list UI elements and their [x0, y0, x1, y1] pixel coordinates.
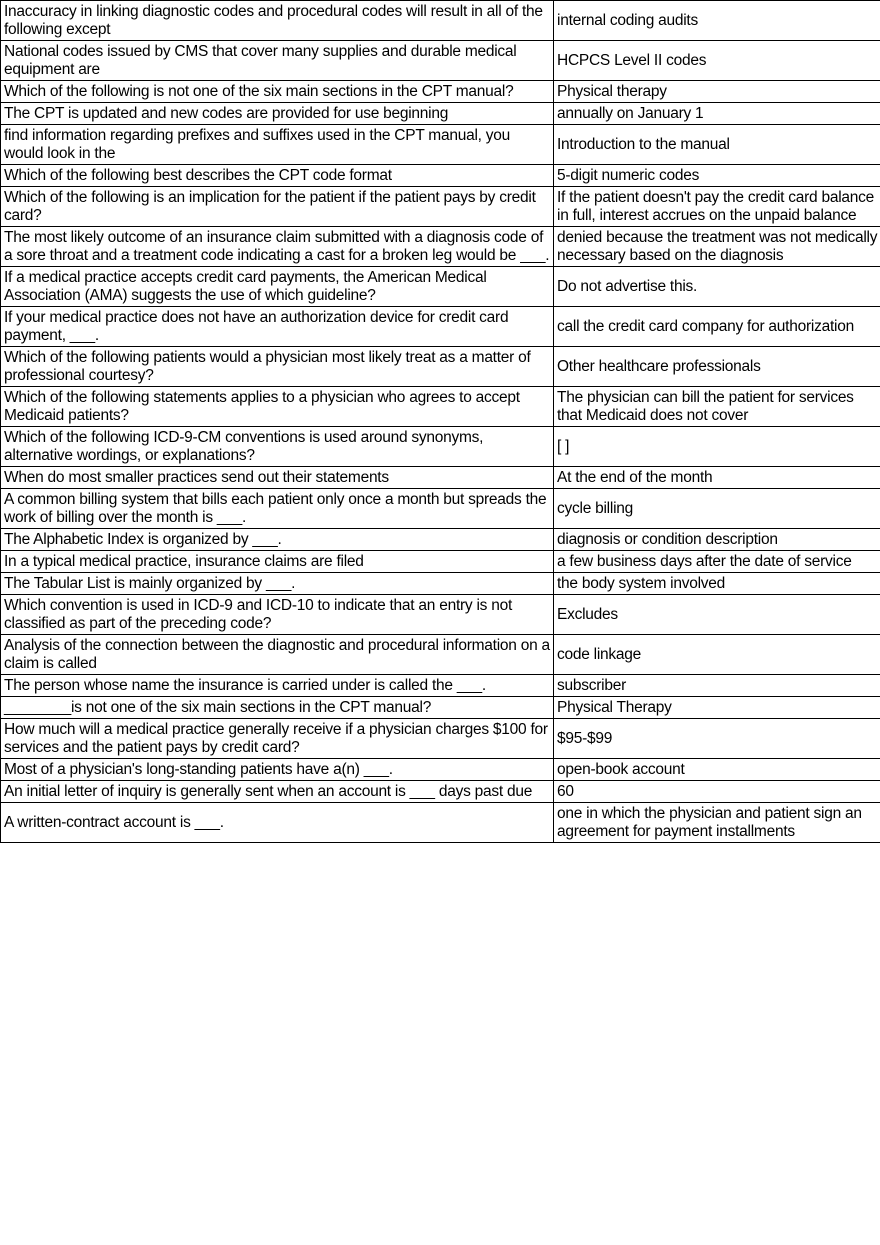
answer-cell: denied because the treatment was not medically necessary based on the diagnosis: [554, 227, 880, 267]
answer-cell: diagnosis or condition description: [554, 529, 880, 551]
answer-cell: internal coding audits: [554, 1, 880, 41]
question-cell: find information regarding prefixes and suffixes used in the CPT manual, you would look in the: [1, 125, 554, 165]
question-cell: Which of the following ICD-9-CM conventions is used around synonyms, alternative wordings, or explanations?: [1, 427, 554, 467]
table-row: [1, 103, 880, 125]
answer-cell: 5-digit numeric codes: [554, 165, 880, 187]
table-row: [1, 759, 880, 781]
table-row: [1, 697, 880, 719]
question-cell: The Tabular List is mainly organized by ___.: [1, 573, 554, 595]
answer-cell: Excludes: [554, 595, 880, 635]
answer-cell: If the patient doesn't pay the credit card balance in full, interest accrues on the unpaid balance: [554, 187, 880, 227]
question-cell: The person whose name the insurance is carried under is called the ___.: [1, 675, 554, 697]
answer-cell: subscriber: [554, 675, 880, 697]
table-row: [1, 573, 880, 595]
answer-cell: a few business days after the date of service: [554, 551, 880, 573]
answer-cell: HCPCS Level II codes: [554, 41, 880, 81]
question-cell: If a medical practice accepts credit card payments, the American Medical Association (AMA) suggests the use of which guideline?: [1, 267, 554, 307]
question-cell: National codes issued by CMS that cover many supplies and durable medical equipment are: [1, 41, 554, 81]
question-cell: A common billing system that bills each patient only once a month but spreads the work of billing over the month is ___.: [1, 489, 554, 529]
table-row: [1, 675, 880, 697]
answer-cell: Physical Therapy: [554, 697, 880, 719]
question-cell: The Alphabetic Index is organized by ___.: [1, 529, 554, 551]
table-row: [1, 125, 880, 165]
question-cell: Which of the following best describes the CPT code format: [1, 165, 554, 187]
question-cell: In a typical medical practice, insurance claims are filed: [1, 551, 554, 573]
answer-cell: cycle billing: [554, 489, 880, 529]
table-row: [1, 803, 880, 843]
question-cell: Which of the following patients would a physician most likely treat as a matter of professional courtesy?: [1, 347, 554, 387]
table-row: [1, 529, 880, 551]
table-row: [1, 41, 880, 81]
table-row: [1, 267, 880, 307]
table-row: [1, 467, 880, 489]
answer-cell: Introduction to the manual: [554, 125, 880, 165]
table-row: [1, 387, 880, 427]
answer-cell: Other healthcare professionals: [554, 347, 880, 387]
question-cell: Which of the following statements applies to a physician who agrees to accept Medicaid patients?: [1, 387, 554, 427]
table-row: [1, 427, 880, 467]
question-cell: When do most smaller practices send out their statements: [1, 467, 554, 489]
question-cell: The most likely outcome of an insurance claim submitted with a diagnosis code of a sore throat and a treatment code indicating a cast for a broken leg would be ___.: [1, 227, 554, 267]
answer-cell: 60: [554, 781, 880, 803]
table-row: [1, 489, 880, 529]
question-cell: Inaccuracy in linking diagnostic codes and procedural codes will result in all of the following except: [1, 1, 554, 41]
table-row: [1, 719, 880, 759]
table-row: [1, 347, 880, 387]
answer-cell: Physical therapy: [554, 81, 880, 103]
answer-cell: one in which the physician and patient sign an agreement for payment installments: [554, 803, 880, 843]
table-row: [1, 1, 880, 41]
question-cell: ________is not one of the six main sections in the CPT manual?: [1, 697, 554, 719]
answer-cell: [ ]: [554, 427, 880, 467]
answer-cell: The physician can bill the patient for services that Medicaid does not cover: [554, 387, 880, 427]
table-row: [1, 307, 880, 347]
question-cell: A written-contract account is ___.: [1, 803, 554, 843]
answer-cell: the body system involved: [554, 573, 880, 595]
answer-cell: code linkage: [554, 635, 880, 675]
question-cell: If your medical practice does not have an authorization device for credit card payment, ___.: [1, 307, 554, 347]
question-cell: The CPT is updated and new codes are provided for use beginning: [1, 103, 554, 125]
table-row: [1, 781, 880, 803]
answer-cell: $95-$99: [554, 719, 880, 759]
answer-cell: Do not advertise this.: [554, 267, 880, 307]
answer-cell: annually on January 1: [554, 103, 880, 125]
question-cell: Which convention is used in ICD-9 and ICD-10 to indicate that an entry is not classified as part of the preceding code?: [1, 595, 554, 635]
answer-cell: At the end of the month: [554, 467, 880, 489]
question-cell: Which of the following is an implication for the patient if the patient pays by credit card?: [1, 187, 554, 227]
table-row: [1, 165, 880, 187]
question-cell: An initial letter of inquiry is generally sent when an account is ___ days past due: [1, 781, 554, 803]
answer-cell: call the credit card company for authorization: [554, 307, 880, 347]
question-cell: Analysis of the connection between the diagnostic and procedural information on a claim is called: [1, 635, 554, 675]
question-cell: How much will a medical practice generally receive if a physician charges $100 for services and the patient pays by credit card?: [1, 719, 554, 759]
table-row: [1, 227, 880, 267]
table-row: [1, 187, 880, 227]
table-row: [1, 635, 880, 675]
table-row: [1, 81, 880, 103]
table-row: [1, 595, 880, 635]
question-cell: Which of the following is not one of the six main sections in the CPT manual?: [1, 81, 554, 103]
answer-cell: open-book account: [554, 759, 880, 781]
table-row: [1, 551, 880, 573]
question-cell: Most of a physician's long-standing patients have a(n) ___.: [1, 759, 554, 781]
table-body: [1, 1, 880, 843]
